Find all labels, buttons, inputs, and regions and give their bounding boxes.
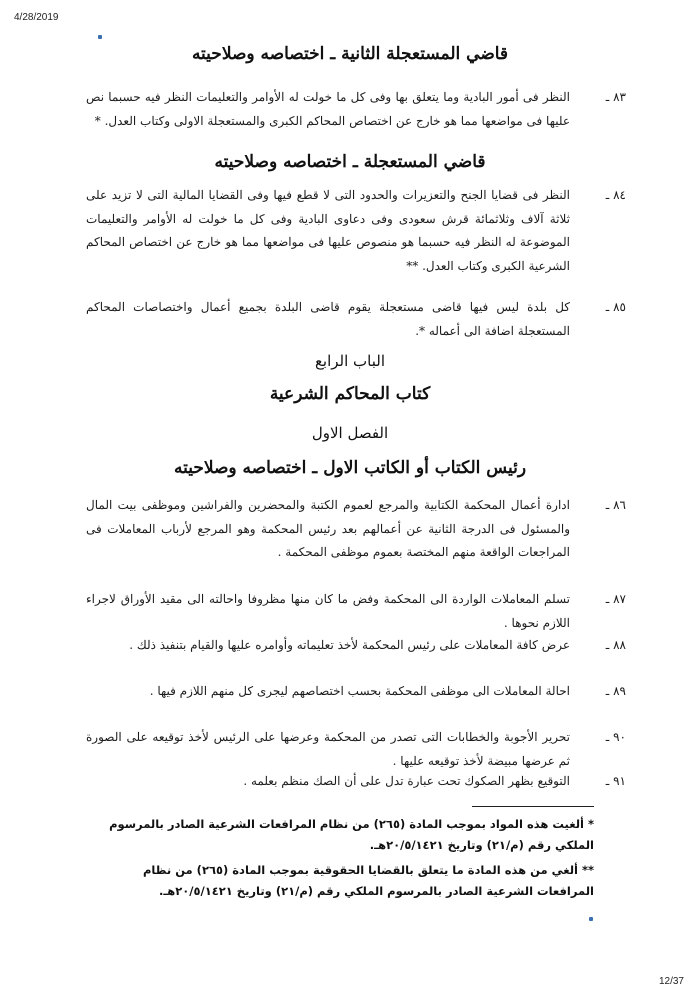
blue-tick-mark xyxy=(589,917,593,921)
article-88-text: عرض كافة المعاملات على رئيس المحكمة لأخذ تعليماته وأوامره عليها والقيام بتنفيذ ذلك . xyxy=(129,638,570,652)
article-number-83: ٨٣ ـ xyxy=(605,90,626,104)
page-number: 12/37 xyxy=(658,976,684,987)
footnote-2: ** ألغي من هذه المادة ما يتعلق بالقضايا الحقوقية بموجب المادة (٢٦٥) من نظام المرافعات الشرعية الصادر بالمرسوم الملكي رقم (م/٢١) وتاريخ ٢٠/٥/١٤٢١هـ. xyxy=(142,863,594,898)
article-number-86: ٨٦ ـ xyxy=(605,498,626,512)
article-number-90: ٩٠ ـ xyxy=(605,730,626,744)
article-87-text: تسلم المعاملات الواردة الى المحكمة وفض ما كان منها مظروفا واحالته الى مقيد الأوراق لاجراء اللازم نحوها . xyxy=(86,592,570,630)
footnote-1: * ألغيت هذه المواد بموجب المادة (٢٦٥) من نظام المرافعات الشرعية الصادر بالمرسوم الملكي رقم (م/٢١) وتاريخ ٢٠/٥/١٤٢١هـ. xyxy=(109,817,594,852)
article-84-text: النظر فى قضايا الجنح والتعزيرات والحدود التى لا قطع فيها وفى القضايا المالية التى لا تزيد على ثلاثة آلاف وثلاثمائة قرش سعودى وفى دعاوى البادية وفى كل ما خولت له الأوامر والتعليمات الموضوعة له النظر فيه حسبما هو منصوص عليها فى مواضعها مما هو خارج عن اختصاص المحاكم الشرعية الكبرى وكتاب العدل. ** xyxy=(86,188,570,273)
article-number-91: ٩١ ـ xyxy=(605,774,626,788)
print-date: 4/28/2019 xyxy=(14,12,59,23)
article-number-85: ٨٥ ـ xyxy=(605,300,626,314)
article-83-text: النظر فى أمور البادية وما يتعلق بها وفى كل ما خولت له الأوامر والتعليمات النظر فيه حسبما نص عليها فى مواضعها مما هو خارج عن اختصاص المحاكم الكبرى والمستعجلة الاولى وكتاب العدل. * xyxy=(86,90,570,128)
section-title-chief-clerk: رئيس الكتاب أو الكاتب الاول ـ اختصاصه وصلاحيته xyxy=(173,458,527,478)
article-86-text: ادارة أعمال المحكمة الكتابية والمرجع لعموم الكتبة والمحضرين والفراشين وموظفى بيت المال والمسئول فى الدرجة الثانية عن أعمالهم بعد رئيس المحكمة وهو المرجع لأرباب المعاملات فى المراجعات الواقعة منهم المختصة بعموم موظفى المحكمة . xyxy=(86,498,570,559)
section-title-urgent-judge-2: قاضي المستعجلة الثانية ـ اختصاصه وصلاحيته xyxy=(191,44,509,64)
article-89-text: احالة المعاملات الى موظفى المحكمة بحسب اختصاصهم ليجرى كل منهم اللازم فيها . xyxy=(149,684,570,698)
article-number-87: ٨٧ ـ xyxy=(605,592,626,606)
part-label: الباب الرابع xyxy=(314,352,386,370)
article-number-89: ٨٩ ـ xyxy=(605,684,626,698)
article-85-text: كل بلدة ليس فيها قاضى مستعجلة يقوم قاضى البلدة بجميع أعمال واختصاصات المحاكم المستعجلة اضافة الى أعماله *. xyxy=(86,300,570,338)
article-number-84: ٨٤ ـ xyxy=(605,188,626,202)
chapter-label: الفصل الاول xyxy=(311,424,389,442)
article-number-88: ٨٨ ـ xyxy=(605,638,626,652)
footnote-separator xyxy=(472,806,594,807)
part-title: كتاب المحاكم الشرعية xyxy=(269,384,431,404)
article-90-text: تحرير الأجوبة والخطابات التى تصدر من المحكمة وعرضها على الرئيس لأخذ توقيعه على الصورة ثم عرضها مبيضة لأخذ توقيعه عليها . xyxy=(86,730,570,768)
section-title-urgent-judge: قاضي المستعجلة ـ اختصاصه وصلاحيته xyxy=(214,152,486,172)
article-91-text: التوقيع بظهر الصكوك تحت عبارة تدل على أن الصك منظم بعلمه . xyxy=(243,774,570,788)
blue-tick-mark xyxy=(98,35,102,39)
